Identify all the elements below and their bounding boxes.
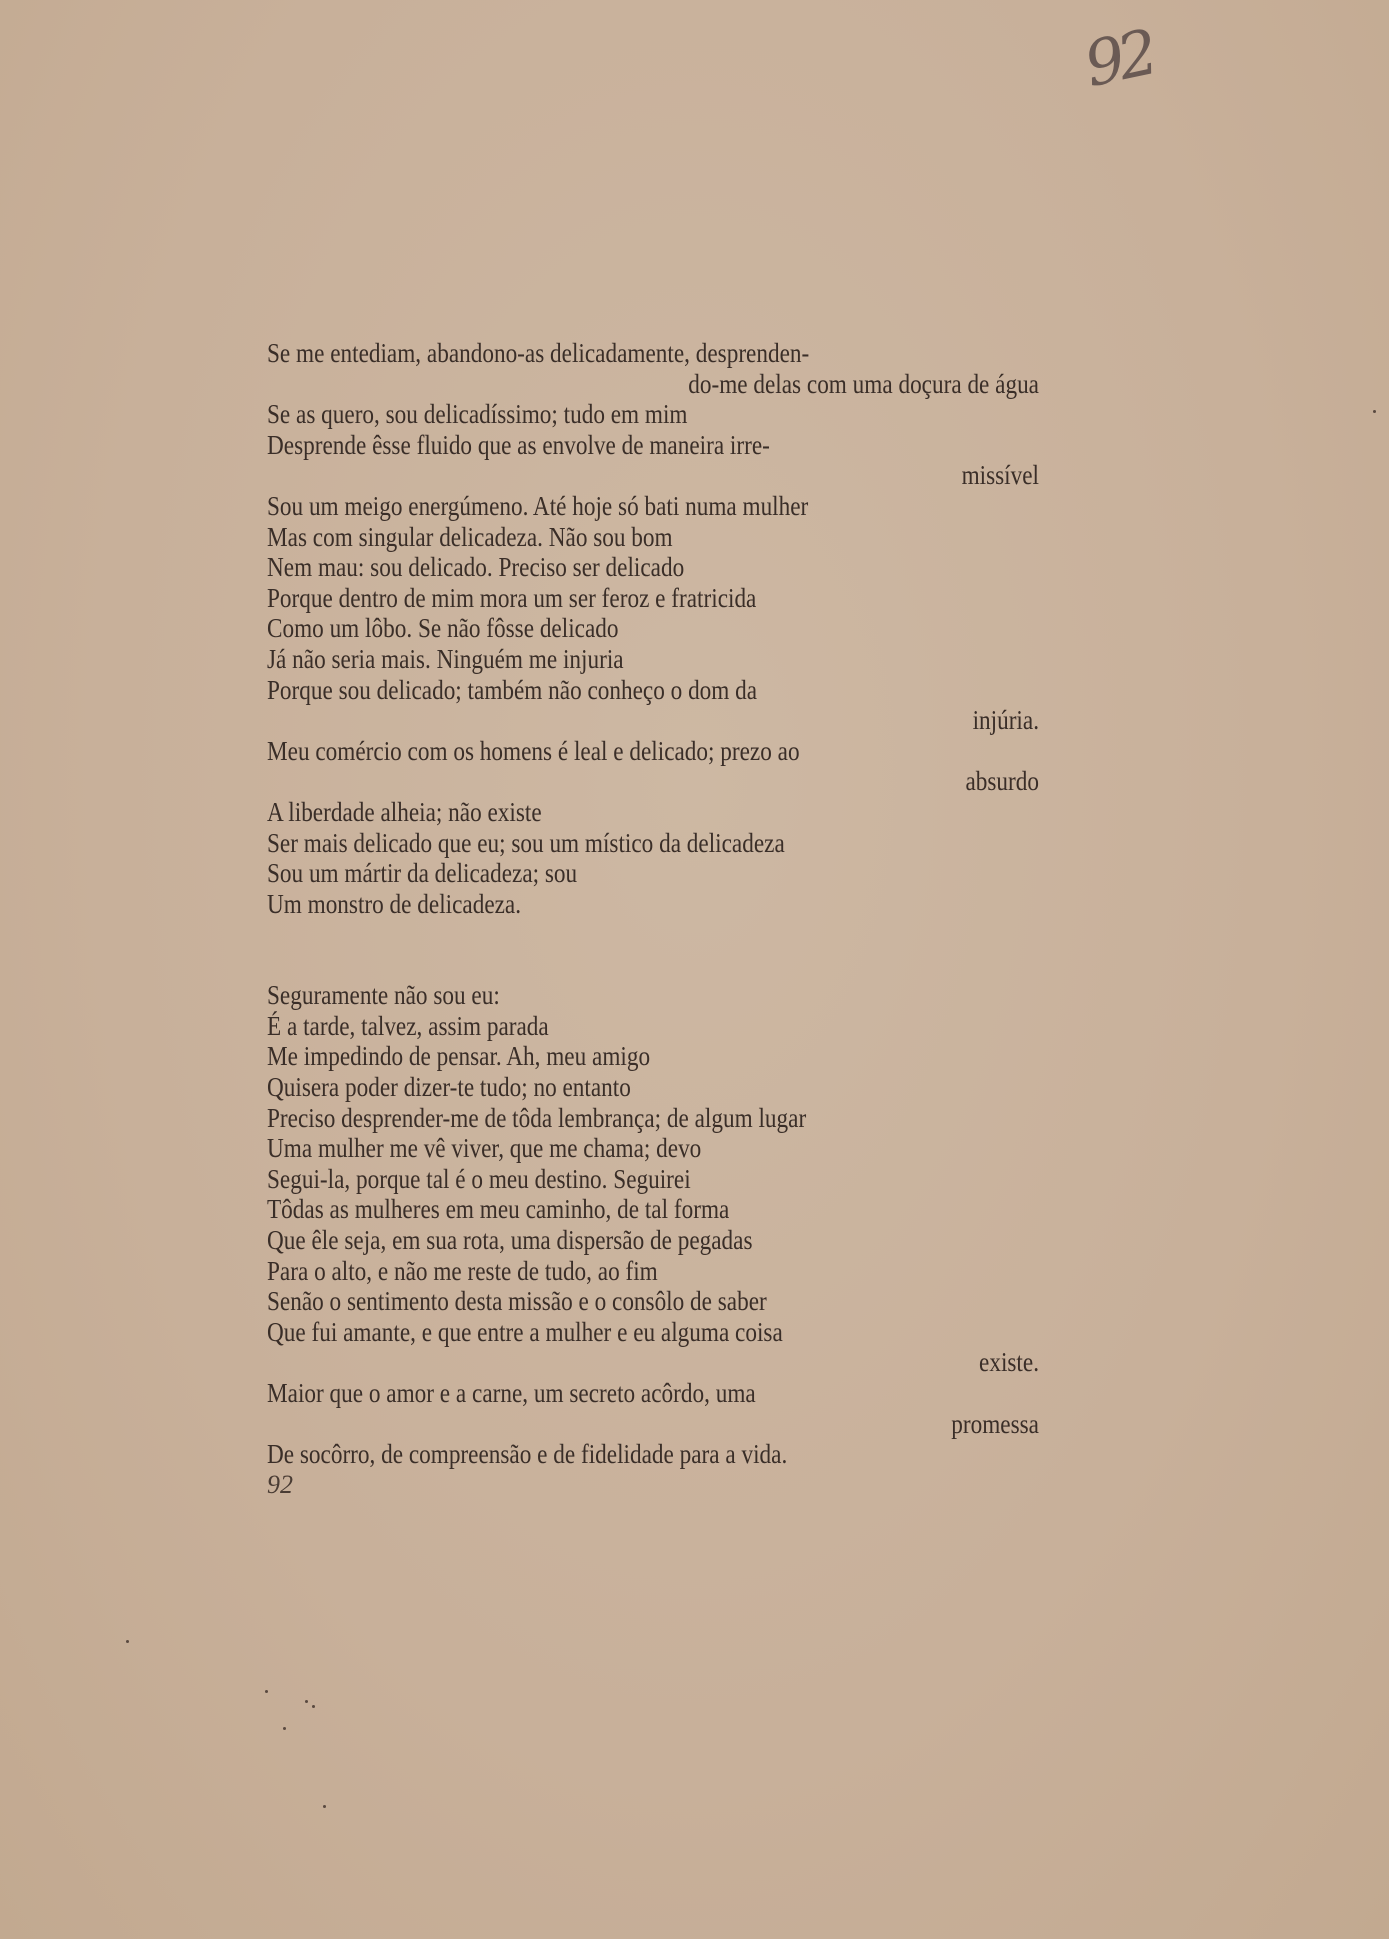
paper-speck <box>126 1640 129 1643</box>
poem-line: Nem mau: sou delicado. Preciso ser delicado <box>267 552 685 583</box>
poem-line: Já não seria mais. Ninguém me injuria <box>267 643 624 674</box>
poem-line: Preciso desprender-me de tôda lembrança; de algum lugar <box>267 1102 807 1133</box>
poem-line: Sou um mártir da delicadeza; sou <box>267 858 578 889</box>
poem-line: existe. <box>979 1347 1039 1378</box>
paper-speck <box>1373 410 1376 413</box>
poem-line: Se me entediam, abandono-as delicadamente, desprenden- <box>267 338 810 368</box>
stanza-1 <box>267 338 1039 919</box>
poem-line: Se as quero, sou delicadíssimo; tudo em mim <box>267 399 688 430</box>
poem-line: Maior que o amor e a carne, um secreto acôrdo, uma <box>267 1378 756 1408</box>
poem-line: Porque dentro de mim mora um ser feroz e fratricida <box>267 582 757 613</box>
poem-line: De socôrro, de compreensão e de fidelidade para a vida. <box>267 1439 788 1470</box>
poem-line: missível <box>961 460 1039 491</box>
poem-line: Que fui amante, e que entre a mulher e eu alguma coisa <box>267 1316 783 1347</box>
poem-line: Que êle seja, em sua rota, uma dispersão de pegadas <box>267 1225 753 1256</box>
poem-line: Meu comércio com os homens é leal e delicado; prezo ao <box>267 735 800 766</box>
page-number: 92 <box>267 1469 293 1499</box>
poem-line: Como um lôbo. Se não fôsse delicado <box>267 613 619 644</box>
stanza-break <box>267 919 1039 980</box>
poem-line: Segui-la, porque tal é o meu destino. Seguirei <box>267 1163 691 1194</box>
poem-line: Quisera poder dizer-te tudo; no entanto <box>267 1072 631 1103</box>
paper-speck <box>312 1705 315 1708</box>
poem-line: absurdo <box>965 766 1039 797</box>
paper-speck <box>265 1690 268 1693</box>
poem-line: Porque sou delicado; também não conheço o dom da <box>267 674 758 705</box>
poem-line: Sou um meigo energúmeno. Até hoje só bati numa mulher <box>267 490 809 521</box>
poem-body <box>267 338 1039 1500</box>
poem-line: Desprende êsse fluido que as envolve de maneira irre- <box>267 429 770 460</box>
paper-speck <box>305 1700 308 1703</box>
stanza-2 <box>267 980 1039 1470</box>
poem-line: Mas com singular delicadeza. Não sou bom <box>267 521 673 552</box>
poem-line: Seguramente não sou eu: <box>267 980 500 1011</box>
poem-line: Uma mulher me vê viver, que me chama; devo <box>267 1133 702 1164</box>
poem-line: injúria. <box>972 705 1039 736</box>
poem-line: promessa <box>951 1408 1039 1439</box>
poem-line: Senão o sentimento desta missão e o consôlo de saber <box>267 1286 767 1317</box>
poem-line: Tôdas as mulheres em meu caminho, de tal forma <box>267 1194 730 1225</box>
poem-line: É a tarde, talvez, assim parada <box>267 1010 549 1041</box>
paper-speck <box>283 1727 286 1730</box>
poem-line: do-me delas com uma doçura de água <box>688 368 1039 399</box>
poem-line: A liberdade alheia; não existe <box>267 796 542 827</box>
handwritten-folio-number: 92 <box>1078 15 1159 102</box>
poem-line: Ser mais delicado que eu; sou um místico da delicadeza <box>267 827 785 858</box>
poem-line: Para o alto, e não me reste de tudo, ao fim <box>267 1255 658 1286</box>
paper-speck <box>323 1805 326 1808</box>
poem-line: Um monstro de delicadeza. <box>267 888 522 919</box>
poem-line: Me impedindo de pensar. Ah, meu amigo <box>267 1041 651 1072</box>
